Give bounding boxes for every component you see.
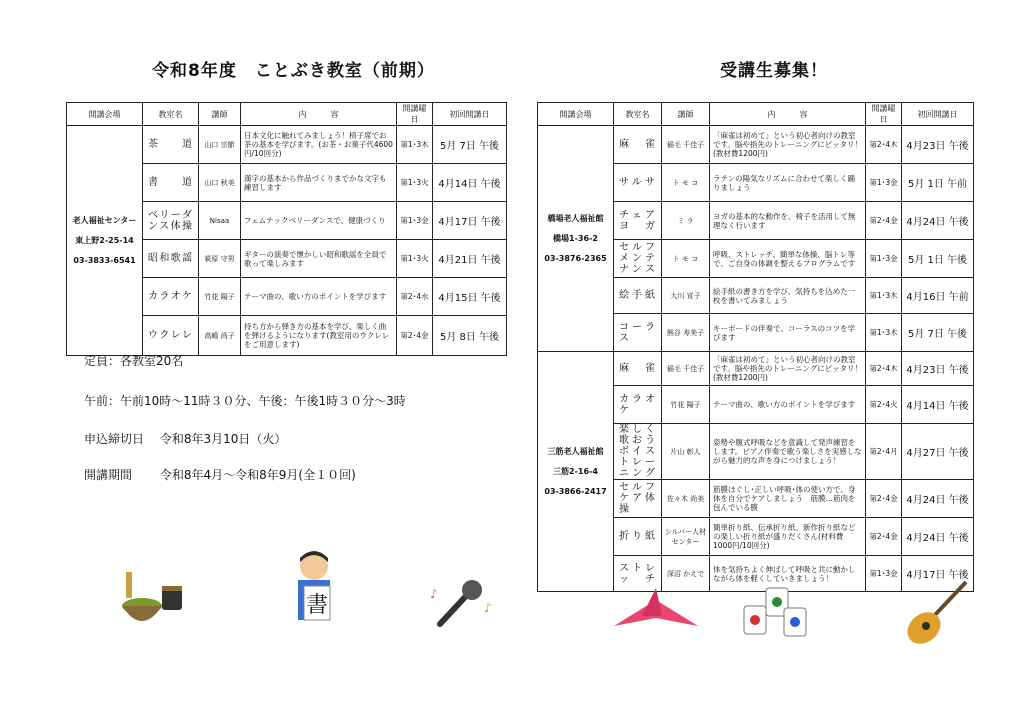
- first-day: 4月23日 午後: [902, 352, 974, 386]
- first-day: 4月24日 午後: [902, 202, 974, 240]
- class-name: ベリーダンス体操: [143, 202, 199, 240]
- table-header: [67, 103, 507, 126]
- class-content: ヨガの基本的な動作を、椅子を活用して無理なく行います: [710, 202, 866, 240]
- teacher-name: 片山 彰人: [662, 424, 710, 480]
- first-day: 4月27日 午後: [902, 424, 974, 480]
- venue-tel: 03-3876-2365: [544, 253, 607, 263]
- class-name: セルフケア体操: [614, 480, 662, 518]
- first-day: 4月17日 午後: [902, 556, 974, 592]
- class-name: 麻 雀: [614, 352, 662, 386]
- class-day: 第2･4金: [866, 518, 902, 556]
- class-day: 第2･4金: [866, 202, 902, 240]
- class-content: テーマ曲の、歌い方のポイントを学びます: [241, 278, 397, 316]
- class-name: 書 道: [143, 164, 199, 202]
- class-content: 「麻雀は初めて」という初心者向けの教室です。脳や指先のトレーニングにピッタリ！(教材費1200円): [710, 126, 866, 164]
- class-content: 体を気持ちよく伸ばして呼吸と共に動かしながら体を軽くしていきましょう！: [710, 556, 866, 592]
- class-day: 第2･4木: [866, 352, 902, 386]
- class-day: 第2･4月: [866, 424, 902, 480]
- class-day: 第2･4金: [397, 316, 433, 356]
- first-day: 5月 7日 午後: [433, 126, 507, 164]
- class-day: 第1･3木: [866, 278, 902, 314]
- class-name: チェアヨガ: [614, 202, 662, 240]
- header-day: 開講曜日: [866, 103, 902, 126]
- class-name: 楽しく歌おうボイストレーニング: [614, 424, 662, 480]
- venue-name: 橋場老人福祉館: [547, 213, 604, 223]
- venue-name: 三筋老人福祉館: [547, 446, 604, 456]
- microphone-illustration: [428, 572, 498, 632]
- venue-tel: 03-3866-2417: [544, 486, 607, 496]
- teacher-name: 稲毛 千佳子: [662, 352, 710, 386]
- class-day: 第1･3木: [866, 314, 902, 352]
- venue-tel: 03-3833-6541: [73, 255, 136, 265]
- first-day: 4月14日 午後: [902, 386, 974, 424]
- class-name: ストレッチ: [614, 556, 662, 592]
- class-name: 絵手紙: [614, 278, 662, 314]
- right-schedule-table: [537, 102, 974, 592]
- class-day: 第1･3木: [397, 126, 433, 164]
- class-content: 筋膜ほぐし･正しい呼吸･体の使い方で、身体を自分でケアしましょう 筋膜…筋肉を包んでいる膜: [710, 480, 866, 518]
- header-first-day: 初回開講日: [433, 103, 507, 126]
- teacher-name: Nisaa: [199, 202, 241, 240]
- class-day: 第2･4木: [866, 126, 902, 164]
- venue-cell: [67, 126, 143, 356]
- class-content: 「麻雀は初めて」という初心者向けの教室です。脳や指先のトレーニングにピッタリ！(教材費1200円): [710, 352, 866, 386]
- class-content: 絵手紙の書き方を学び、気持ちを込めた一枚を書いてみましょう: [710, 278, 866, 314]
- class-content: 持ち方から弾き方の基本を学び、楽しく曲を弾けるようになります(教室用のウクレレをご用意します): [241, 316, 397, 356]
- teacher-name: 萩原 守男: [199, 240, 241, 278]
- table-row: [538, 352, 974, 386]
- venue-cell: [538, 126, 614, 352]
- period-value: 令和8年4月～令和8年9月(全１０回): [159, 468, 356, 482]
- class-content: 簡単折り紙、伝承折り紙、新作折り紙などの楽しい折り紙が盛りだくさん(材料費1000円/10回分): [710, 518, 866, 556]
- deadline-label: 申込締切日: [84, 432, 145, 446]
- teacher-name: シルバー人材センター: [662, 518, 710, 556]
- header-day: 開講曜日: [397, 103, 433, 126]
- class-day: 第2･4火: [866, 386, 902, 424]
- class-name: コーラス: [614, 314, 662, 352]
- teacher-name: 山口 宗節: [199, 126, 241, 164]
- music-note-icon: ♪: [430, 587, 438, 601]
- class-content: 姿勢や腹式呼吸などを意識して発声練習をします。ピアノ伴奏で歌う楽しさを実感しながら魅力的な声を身につけましょう！: [710, 424, 866, 480]
- header-venue: 開講会場: [538, 103, 614, 126]
- class-day: 第2･4金: [866, 480, 902, 518]
- header-venue: 開講会場: [67, 103, 143, 126]
- teacher-name: ト モ コ: [662, 164, 710, 202]
- header-class: 教室名: [614, 103, 662, 126]
- teacher-name: 佐々木 尚美: [662, 480, 710, 518]
- calligraphy-char: 書: [305, 593, 329, 618]
- venue-cell: [538, 352, 614, 592]
- class-name: セルフメンテナンス: [614, 240, 662, 278]
- first-day: 4月16日 午前: [902, 278, 974, 314]
- class-name: 茶 道: [143, 126, 199, 164]
- left-schedule-table: [66, 102, 507, 356]
- first-day: 4月23日 午後: [902, 126, 974, 164]
- first-day: 4月21日 午後: [433, 240, 507, 278]
- class-content: 呼吸、ストレッチ、簡単な体操、脳トレ等で、ご自身の体調を整えるプログラムです: [710, 240, 866, 278]
- teacher-name: 竹花 陽子: [199, 278, 241, 316]
- class-name: サルサ: [614, 164, 662, 202]
- class-name: 折り紙: [614, 518, 662, 556]
- first-day: 4月15日 午後: [433, 278, 507, 316]
- class-day: 第2･4水: [397, 278, 433, 316]
- period-label: 開講期間: [84, 468, 133, 482]
- class-content: ギターの演奏で懐かしい昭和歌謡を全員で歌って楽しみます: [241, 240, 397, 278]
- class-content: キーボードの伴奏で、コーラスのコツを学びます: [710, 314, 866, 352]
- class-content: ラテンの陽気なリズムに合わせて楽しく踊りましょう: [710, 164, 866, 202]
- venue-name: 老人福祉センター: [72, 215, 137, 225]
- teacher-name: 竹花 陽子: [662, 386, 710, 424]
- class-content: フェムテックベリーダンスで、健康づくり: [241, 202, 397, 240]
- left-title: 令和8年度 ことぶき教室（前期）: [152, 61, 435, 81]
- teacher-name: ト モ コ: [662, 240, 710, 278]
- teacher-name: 大川 宣子: [662, 278, 710, 314]
- class-day: 第1･3金: [866, 556, 902, 592]
- table-row: [538, 126, 974, 164]
- capacity-text: 定員：各教室20名: [84, 354, 184, 368]
- header-content: 内 容: [710, 103, 866, 126]
- tea-ceremony-illustration: [118, 566, 190, 628]
- first-day: 5月 1日 午後: [902, 240, 974, 278]
- header-first-day: 初回開講日: [902, 103, 974, 126]
- teacher-name: ミ ラ: [662, 202, 710, 240]
- venue-addr: 東上野2-25-14: [75, 235, 134, 245]
- music-note-icon: ♪: [484, 601, 492, 615]
- first-day: 4月24日 午後: [902, 480, 974, 518]
- time-text: 午前：午前10時～11時３０分、午後：午後1時３０分～3時: [84, 394, 406, 408]
- first-day: 5月 1日 午前: [902, 164, 974, 202]
- header-content: 内 容: [241, 103, 397, 126]
- table-row: [67, 126, 507, 164]
- class-content: 漢字の基本から作品づくりまでかな文字も練習します: [241, 164, 397, 202]
- class-day: 第1･3火: [397, 164, 433, 202]
- header-teacher: 講師: [662, 103, 710, 126]
- first-day: 5月 8日 午後: [433, 316, 507, 356]
- class-name: 麻 雀: [614, 126, 662, 164]
- table-header: [538, 103, 974, 126]
- calligraphy-boy-illustration: [288, 548, 344, 622]
- class-content: テーマ曲の、歌い方のポイントを学びます: [710, 386, 866, 424]
- header-class: 教室名: [143, 103, 199, 126]
- guitar-illustration: [900, 576, 972, 648]
- teacher-name: 深沼 かえで: [662, 556, 710, 592]
- paper-crane-illustration: [612, 586, 700, 638]
- teacher-name: 高嶋 尚子: [199, 316, 241, 356]
- class-name: カラオケ: [143, 278, 199, 316]
- deadline-line: [84, 430, 286, 447]
- class-name: カラオケ: [614, 386, 662, 424]
- first-day: 4月14日 午後: [433, 164, 507, 202]
- venue-addr: 三筋2-16-4: [553, 466, 598, 476]
- header-teacher: 講師: [199, 103, 241, 126]
- mahjong-tiles-illustration: [738, 582, 812, 642]
- deadline-value: 令和8年3月10日（火）: [159, 432, 287, 446]
- class-name: ウクレレ: [143, 316, 199, 356]
- class-name: 昭和歌謡: [143, 240, 199, 278]
- first-day: 4月24日 午後: [902, 518, 974, 556]
- class-day: 第1･3金: [866, 240, 902, 278]
- venue-addr: 橋場1-36-2: [553, 233, 598, 243]
- class-day: 第1･3金: [397, 202, 433, 240]
- period-line: [84, 466, 356, 483]
- teacher-name: 熊谷 寿美子: [662, 314, 710, 352]
- right-title: 受講生募集！: [720, 61, 828, 81]
- first-day: 5月 7日 午後: [902, 314, 974, 352]
- teacher-name: 稲毛 千佳子: [662, 126, 710, 164]
- class-day: 第1･3火: [397, 240, 433, 278]
- first-day: 4月17日 午後: [433, 202, 507, 240]
- teacher-name: 山口 秋美: [199, 164, 241, 202]
- class-content: 日本文化に触れてみましょう！椅子席でお茶の基本を学びます。(お茶・お菓子代4600円/10回分): [241, 126, 397, 164]
- class-day: 第1･3金: [866, 164, 902, 202]
